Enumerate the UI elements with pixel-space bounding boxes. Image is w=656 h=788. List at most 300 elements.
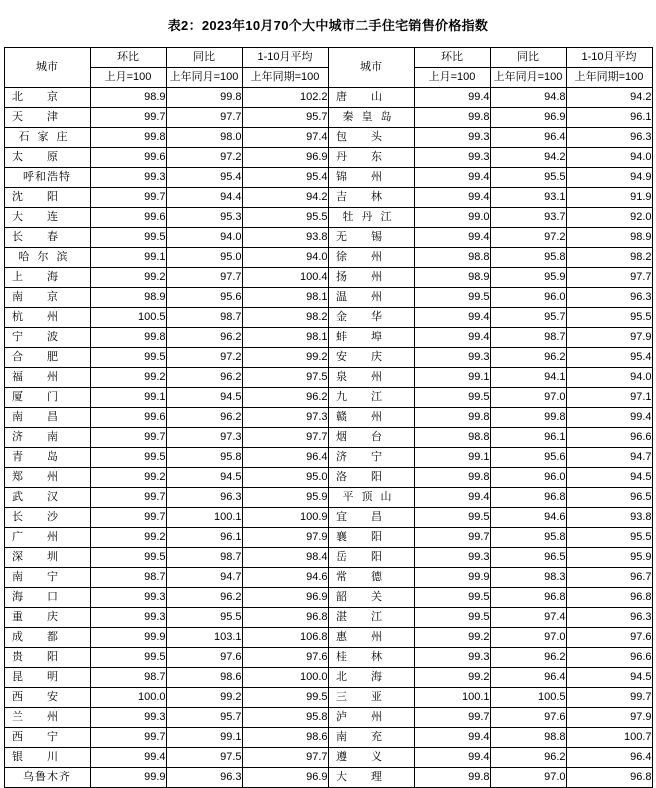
city-left: 乌鲁木齐 — [4, 768, 90, 788]
city-right: 扬州 — [328, 268, 414, 288]
yoy-left: 97.2 — [166, 348, 242, 368]
avg-left: 96.8 — [242, 608, 328, 628]
avg-right: 96.6 — [566, 428, 652, 448]
mom-left: 99.6 — [90, 208, 166, 228]
avg-right: 99.4 — [566, 408, 652, 428]
mom-right: 99.5 — [414, 288, 490, 308]
mom-right: 99.0 — [414, 208, 490, 228]
avg-left: 97.3 — [242, 408, 328, 428]
yoy-left: 98.0 — [166, 128, 242, 148]
yoy-left: 95.0 — [166, 248, 242, 268]
header-sub-yoy-left: 上年同月=100 — [166, 68, 242, 88]
table-row — [4, 88, 652, 108]
mom-left: 99.8 — [90, 328, 166, 348]
yoy-left: 96.2 — [166, 588, 242, 608]
table-row — [4, 188, 652, 208]
mom-right: 99.3 — [414, 128, 490, 148]
yoy-right: 95.8 — [490, 248, 566, 268]
table-row — [4, 148, 652, 168]
yoy-right: 97.6 — [490, 708, 566, 728]
table-row — [4, 328, 652, 348]
yoy-right: 95.6 — [490, 448, 566, 468]
mom-right: 99.4 — [414, 308, 490, 328]
yoy-left: 94.0 — [166, 228, 242, 248]
avg-right: 96.4 — [566, 748, 652, 768]
avg-left: 96.9 — [242, 768, 328, 788]
yoy-left: 100.1 — [166, 508, 242, 528]
mom-left: 99.3 — [90, 708, 166, 728]
avg-right: 97.9 — [566, 328, 652, 348]
mom-left: 99.2 — [90, 468, 166, 488]
avg-left: 97.7 — [242, 748, 328, 768]
avg-right: 98.2 — [566, 248, 652, 268]
city-right: 九江 — [328, 388, 414, 408]
city-left: 西宁 — [4, 728, 90, 748]
yoy-right: 96.8 — [490, 588, 566, 608]
mom-right: 99.4 — [414, 228, 490, 248]
mom-left: 99.3 — [90, 588, 166, 608]
city-right: 泉州 — [328, 368, 414, 388]
avg-left: 98.2 — [242, 308, 328, 328]
avg-right: 94.0 — [566, 148, 652, 168]
yoy-right: 97.4 — [490, 608, 566, 628]
avg-right: 96.8 — [566, 588, 652, 608]
mom-right: 99.8 — [414, 468, 490, 488]
avg-left: 97.5 — [242, 368, 328, 388]
city-right: 济宁 — [328, 448, 414, 468]
city-right: 包头 — [328, 128, 414, 148]
city-right: 岳阳 — [328, 548, 414, 568]
mom-right: 99.4 — [414, 748, 490, 768]
mom-left: 99.9 — [90, 768, 166, 788]
mom-left: 99.4 — [90, 748, 166, 768]
city-left: 厦门 — [4, 388, 90, 408]
yoy-left: 95.5 — [166, 608, 242, 628]
yoy-right: 96.4 — [490, 128, 566, 148]
city-left: 昆明 — [4, 668, 90, 688]
city-left: 武汉 — [4, 488, 90, 508]
mom-left: 99.3 — [90, 168, 166, 188]
table-row — [4, 168, 652, 188]
header-sub-mom-right: 上月=100 — [414, 68, 490, 88]
yoy-right: 96.1 — [490, 428, 566, 448]
city-left: 成都 — [4, 628, 90, 648]
city-right: 常德 — [328, 568, 414, 588]
table-row — [4, 648, 652, 668]
city-left: 银川 — [4, 748, 90, 768]
mom-right: 98.8 — [414, 428, 490, 448]
avg-right: 94.0 — [566, 368, 652, 388]
yoy-right: 96.2 — [490, 748, 566, 768]
yoy-left: 95.7 — [166, 708, 242, 728]
city-right: 洛阳 — [328, 468, 414, 488]
city-right: 南充 — [328, 728, 414, 748]
mom-right: 99.5 — [414, 608, 490, 628]
city-left: 福州 — [4, 368, 90, 388]
yoy-right: 94.1 — [490, 368, 566, 388]
yoy-left: 103.1 — [166, 628, 242, 648]
yoy-right: 98.3 — [490, 568, 566, 588]
city-right: 秦皇岛 — [328, 108, 414, 128]
avg-left: 97.9 — [242, 528, 328, 548]
city-left: 杭州 — [4, 308, 90, 328]
city-left: 天津 — [4, 108, 90, 128]
yoy-left: 95.6 — [166, 288, 242, 308]
yoy-left: 98.7 — [166, 308, 242, 328]
avg-right: 97.6 — [566, 628, 652, 648]
yoy-right: 96.9 — [490, 108, 566, 128]
city-right: 大理 — [328, 768, 414, 788]
avg-right: 95.5 — [566, 528, 652, 548]
table-row — [4, 308, 652, 328]
mom-left: 99.6 — [90, 148, 166, 168]
city-right: 吉林 — [328, 188, 414, 208]
city-left: 深圳 — [4, 548, 90, 568]
table-row — [4, 248, 652, 268]
yoy-right: 95.8 — [490, 528, 566, 548]
mom-left: 98.9 — [90, 88, 166, 108]
table-row — [4, 588, 652, 608]
city-left: 贵阳 — [4, 648, 90, 668]
city-right: 湛江 — [328, 608, 414, 628]
header-sub-avg-right: 上年同期=100 — [566, 68, 652, 88]
table-row — [4, 488, 652, 508]
city-right: 泸州 — [328, 708, 414, 728]
avg-right: 95.9 — [566, 548, 652, 568]
mom-left: 99.5 — [90, 348, 166, 368]
city-left: 太原 — [4, 148, 90, 168]
mom-left: 99.8 — [90, 128, 166, 148]
header-city-left: 城市 — [4, 48, 90, 88]
mom-right: 100.1 — [414, 688, 490, 708]
mom-right: 99.7 — [414, 528, 490, 548]
mom-left: 99.7 — [90, 108, 166, 128]
avg-right: 96.1 — [566, 108, 652, 128]
yoy-right: 98.7 — [490, 328, 566, 348]
mom-right: 99.9 — [414, 568, 490, 588]
avg-left: 100.9 — [242, 508, 328, 528]
city-left: 西安 — [4, 688, 90, 708]
city-right: 丹东 — [328, 148, 414, 168]
city-left: 合肥 — [4, 348, 90, 368]
header-group-avg-right: 1-10月平均 — [566, 48, 652, 68]
mom-right: 99.3 — [414, 548, 490, 568]
yoy-left: 96.2 — [166, 368, 242, 388]
avg-left: 98.4 — [242, 548, 328, 568]
mom-left: 99.7 — [90, 488, 166, 508]
yoy-right: 98.8 — [490, 728, 566, 748]
city-right: 赣州 — [328, 408, 414, 428]
yoy-left: 99.2 — [166, 688, 242, 708]
mom-right: 99.3 — [414, 348, 490, 368]
mom-right: 99.4 — [414, 88, 490, 108]
avg-left: 99.2 — [242, 348, 328, 368]
yoy-right: 96.2 — [490, 648, 566, 668]
table-row — [4, 468, 652, 488]
mom-left: 99.6 — [90, 408, 166, 428]
yoy-left: 95.4 — [166, 168, 242, 188]
yoy-right: 93.1 — [490, 188, 566, 208]
city-left: 哈尔滨 — [4, 248, 90, 268]
city-left: 宁波 — [4, 328, 90, 348]
city-left: 石家庄 — [4, 128, 90, 148]
city-right: 惠州 — [328, 628, 414, 648]
city-right: 金华 — [328, 308, 414, 328]
avg-right: 97.1 — [566, 388, 652, 408]
avg-left: 95.5 — [242, 208, 328, 228]
mom-left: 99.2 — [90, 528, 166, 548]
yoy-right: 96.5 — [490, 548, 566, 568]
city-right: 三亚 — [328, 688, 414, 708]
avg-left: 102.2 — [242, 88, 328, 108]
mom-left: 99.5 — [90, 548, 166, 568]
city-right: 遵义 — [328, 748, 414, 768]
mom-right: 99.2 — [414, 668, 490, 688]
table-row — [4, 408, 652, 428]
table-row — [4, 128, 652, 148]
mom-right: 99.4 — [414, 168, 490, 188]
avg-left: 93.8 — [242, 228, 328, 248]
avg-right: 97.9 — [566, 708, 652, 728]
avg-right: 100.7 — [566, 728, 652, 748]
mom-left: 99.9 — [90, 628, 166, 648]
avg-right: 95.5 — [566, 308, 652, 328]
mom-right: 99.5 — [414, 508, 490, 528]
yoy-left: 97.6 — [166, 648, 242, 668]
avg-right: 96.3 — [566, 608, 652, 628]
avg-right: 93.8 — [566, 508, 652, 528]
header-sub-avg-left: 上年同期=100 — [242, 68, 328, 88]
yoy-left: 94.7 — [166, 568, 242, 588]
avg-left: 94.2 — [242, 188, 328, 208]
yoy-left: 99.8 — [166, 88, 242, 108]
city-left: 南昌 — [4, 408, 90, 428]
city-left: 兰州 — [4, 708, 90, 728]
yoy-left: 97.3 — [166, 428, 242, 448]
city-left: 上海 — [4, 268, 90, 288]
avg-left: 96.4 — [242, 448, 328, 468]
mom-right: 99.3 — [414, 148, 490, 168]
avg-right: 94.2 — [566, 88, 652, 108]
avg-left: 98.1 — [242, 328, 328, 348]
mom-left: 99.3 — [90, 608, 166, 628]
yoy-right: 95.5 — [490, 168, 566, 188]
table-row — [4, 208, 652, 228]
table-row — [4, 568, 652, 588]
avg-left: 95.4 — [242, 168, 328, 188]
avg-right: 96.7 — [566, 568, 652, 588]
avg-right: 96.3 — [566, 128, 652, 148]
city-left: 北京 — [4, 88, 90, 108]
table-body — [4, 88, 652, 788]
city-right: 无锡 — [328, 228, 414, 248]
header-group-mom-left: 环比 — [90, 48, 166, 68]
mom-left: 100.0 — [90, 688, 166, 708]
yoy-right: 96.8 — [490, 488, 566, 508]
yoy-left: 96.2 — [166, 408, 242, 428]
mom-right: 99.4 — [414, 328, 490, 348]
header-group-yoy-left: 同比 — [166, 48, 242, 68]
city-right: 蚌埠 — [328, 328, 414, 348]
avg-right: 99.7 — [566, 688, 652, 708]
mom-left: 99.2 — [90, 268, 166, 288]
avg-right: 94.5 — [566, 668, 652, 688]
city-right: 北海 — [328, 668, 414, 688]
table-row — [4, 108, 652, 128]
table-row — [4, 288, 652, 308]
mom-left: 99.5 — [90, 648, 166, 668]
avg-left: 98.1 — [242, 288, 328, 308]
yoy-right: 99.8 — [490, 408, 566, 428]
yoy-left: 95.8 — [166, 448, 242, 468]
city-left: 大连 — [4, 208, 90, 228]
yoy-left: 98.6 — [166, 668, 242, 688]
yoy-left: 95.3 — [166, 208, 242, 228]
table-row — [4, 268, 652, 288]
avg-right: 92.0 — [566, 208, 652, 228]
city-right: 平顶山 — [328, 488, 414, 508]
yoy-left: 97.2 — [166, 148, 242, 168]
avg-left: 95.0 — [242, 468, 328, 488]
mom-left: 98.9 — [90, 288, 166, 308]
yoy-right: 95.7 — [490, 308, 566, 328]
yoy-right: 94.8 — [490, 88, 566, 108]
city-left: 呼和浩特 — [4, 168, 90, 188]
yoy-right: 95.9 — [490, 268, 566, 288]
table-row — [4, 388, 652, 408]
city-right: 牡丹江 — [328, 208, 414, 228]
city-left: 南京 — [4, 288, 90, 308]
mom-left: 99.1 — [90, 388, 166, 408]
avg-left: 100.0 — [242, 668, 328, 688]
yoy-left: 96.3 — [166, 488, 242, 508]
city-left: 济南 — [4, 428, 90, 448]
avg-left: 94.0 — [242, 248, 328, 268]
yoy-right: 97.0 — [490, 628, 566, 648]
yoy-left: 94.4 — [166, 188, 242, 208]
mom-right: 98.8 — [414, 248, 490, 268]
table-header — [4, 48, 652, 88]
avg-right: 94.5 — [566, 468, 652, 488]
yoy-left: 96.1 — [166, 528, 242, 548]
mom-right: 99.5 — [414, 388, 490, 408]
avg-right: 96.3 — [566, 288, 652, 308]
table-row — [4, 768, 652, 788]
mom-right: 99.8 — [414, 768, 490, 788]
city-left: 南宁 — [4, 568, 90, 588]
avg-left: 99.5 — [242, 688, 328, 708]
mom-left: 99.7 — [90, 508, 166, 528]
yoy-left: 96.3 — [166, 768, 242, 788]
mom-right: 98.9 — [414, 268, 490, 288]
table-row — [4, 368, 652, 388]
city-right: 烟台 — [328, 428, 414, 448]
table-row — [4, 748, 652, 768]
header-group-avg-left: 1-10月平均 — [242, 48, 328, 68]
yoy-right: 93.7 — [490, 208, 566, 228]
mom-left: 99.1 — [90, 248, 166, 268]
yoy-right: 96.4 — [490, 668, 566, 688]
mom-left: 99.7 — [90, 428, 166, 448]
mom-right: 99.5 — [414, 588, 490, 608]
avg-left: 95.8 — [242, 708, 328, 728]
mom-left: 98.7 — [90, 668, 166, 688]
city-right: 温州 — [328, 288, 414, 308]
city-right: 襄阳 — [328, 528, 414, 548]
mom-right: 99.8 — [414, 408, 490, 428]
city-right: 徐州 — [328, 248, 414, 268]
mom-left: 99.5 — [90, 228, 166, 248]
avg-right: 94.9 — [566, 168, 652, 188]
mom-left: 98.7 — [90, 568, 166, 588]
mom-right: 99.4 — [414, 728, 490, 748]
avg-right: 94.7 — [566, 448, 652, 468]
avg-right: 96.6 — [566, 648, 652, 668]
city-left: 青岛 — [4, 448, 90, 468]
city-right: 锦州 — [328, 168, 414, 188]
table-row — [4, 708, 652, 728]
table-row — [4, 688, 652, 708]
table-row — [4, 608, 652, 628]
mom-right: 99.8 — [414, 108, 490, 128]
yoy-right: 97.0 — [490, 388, 566, 408]
mom-left: 99.5 — [90, 448, 166, 468]
mom-right: 99.1 — [414, 368, 490, 388]
city-left: 沈阳 — [4, 188, 90, 208]
avg-left: 95.9 — [242, 488, 328, 508]
yoy-left: 99.1 — [166, 728, 242, 748]
table-row — [4, 528, 652, 548]
yoy-right: 94.6 — [490, 508, 566, 528]
mom-right: 99.3 — [414, 648, 490, 668]
mom-left: 100.5 — [90, 308, 166, 328]
city-left: 长春 — [4, 228, 90, 248]
table-row — [4, 228, 652, 248]
city-left: 郑州 — [4, 468, 90, 488]
table-row — [4, 508, 652, 528]
city-left: 海口 — [4, 588, 90, 608]
table-row — [4, 548, 652, 568]
yoy-left: 98.7 — [166, 548, 242, 568]
avg-left: 96.9 — [242, 588, 328, 608]
city-right: 宜昌 — [328, 508, 414, 528]
avg-left: 95.7 — [242, 108, 328, 128]
city-left: 广州 — [4, 528, 90, 548]
price-index-table — [4, 47, 653, 788]
table-row — [4, 728, 652, 748]
avg-left: 98.6 — [242, 728, 328, 748]
mom-right: 99.1 — [414, 448, 490, 468]
mom-right: 99.4 — [414, 488, 490, 508]
yoy-left: 94.5 — [166, 468, 242, 488]
mom-right: 99.4 — [414, 188, 490, 208]
avg-left: 96.9 — [242, 148, 328, 168]
table-row — [4, 428, 652, 448]
yoy-right: 97.2 — [490, 228, 566, 248]
table-row — [4, 628, 652, 648]
yoy-right: 96.0 — [490, 288, 566, 308]
avg-right: 91.9 — [566, 188, 652, 208]
mom-left: 99.2 — [90, 368, 166, 388]
avg-left: 97.4 — [242, 128, 328, 148]
mom-left: 99.7 — [90, 188, 166, 208]
avg-right: 96.8 — [566, 768, 652, 788]
header-sub-mom-left: 上月=100 — [90, 68, 166, 88]
avg-left: 97.6 — [242, 648, 328, 668]
yoy-left: 97.7 — [166, 108, 242, 128]
table-row — [4, 668, 652, 688]
page-title: 表2：2023年10月70个大中城市二手住宅销售价格指数 — [167, 18, 489, 33]
